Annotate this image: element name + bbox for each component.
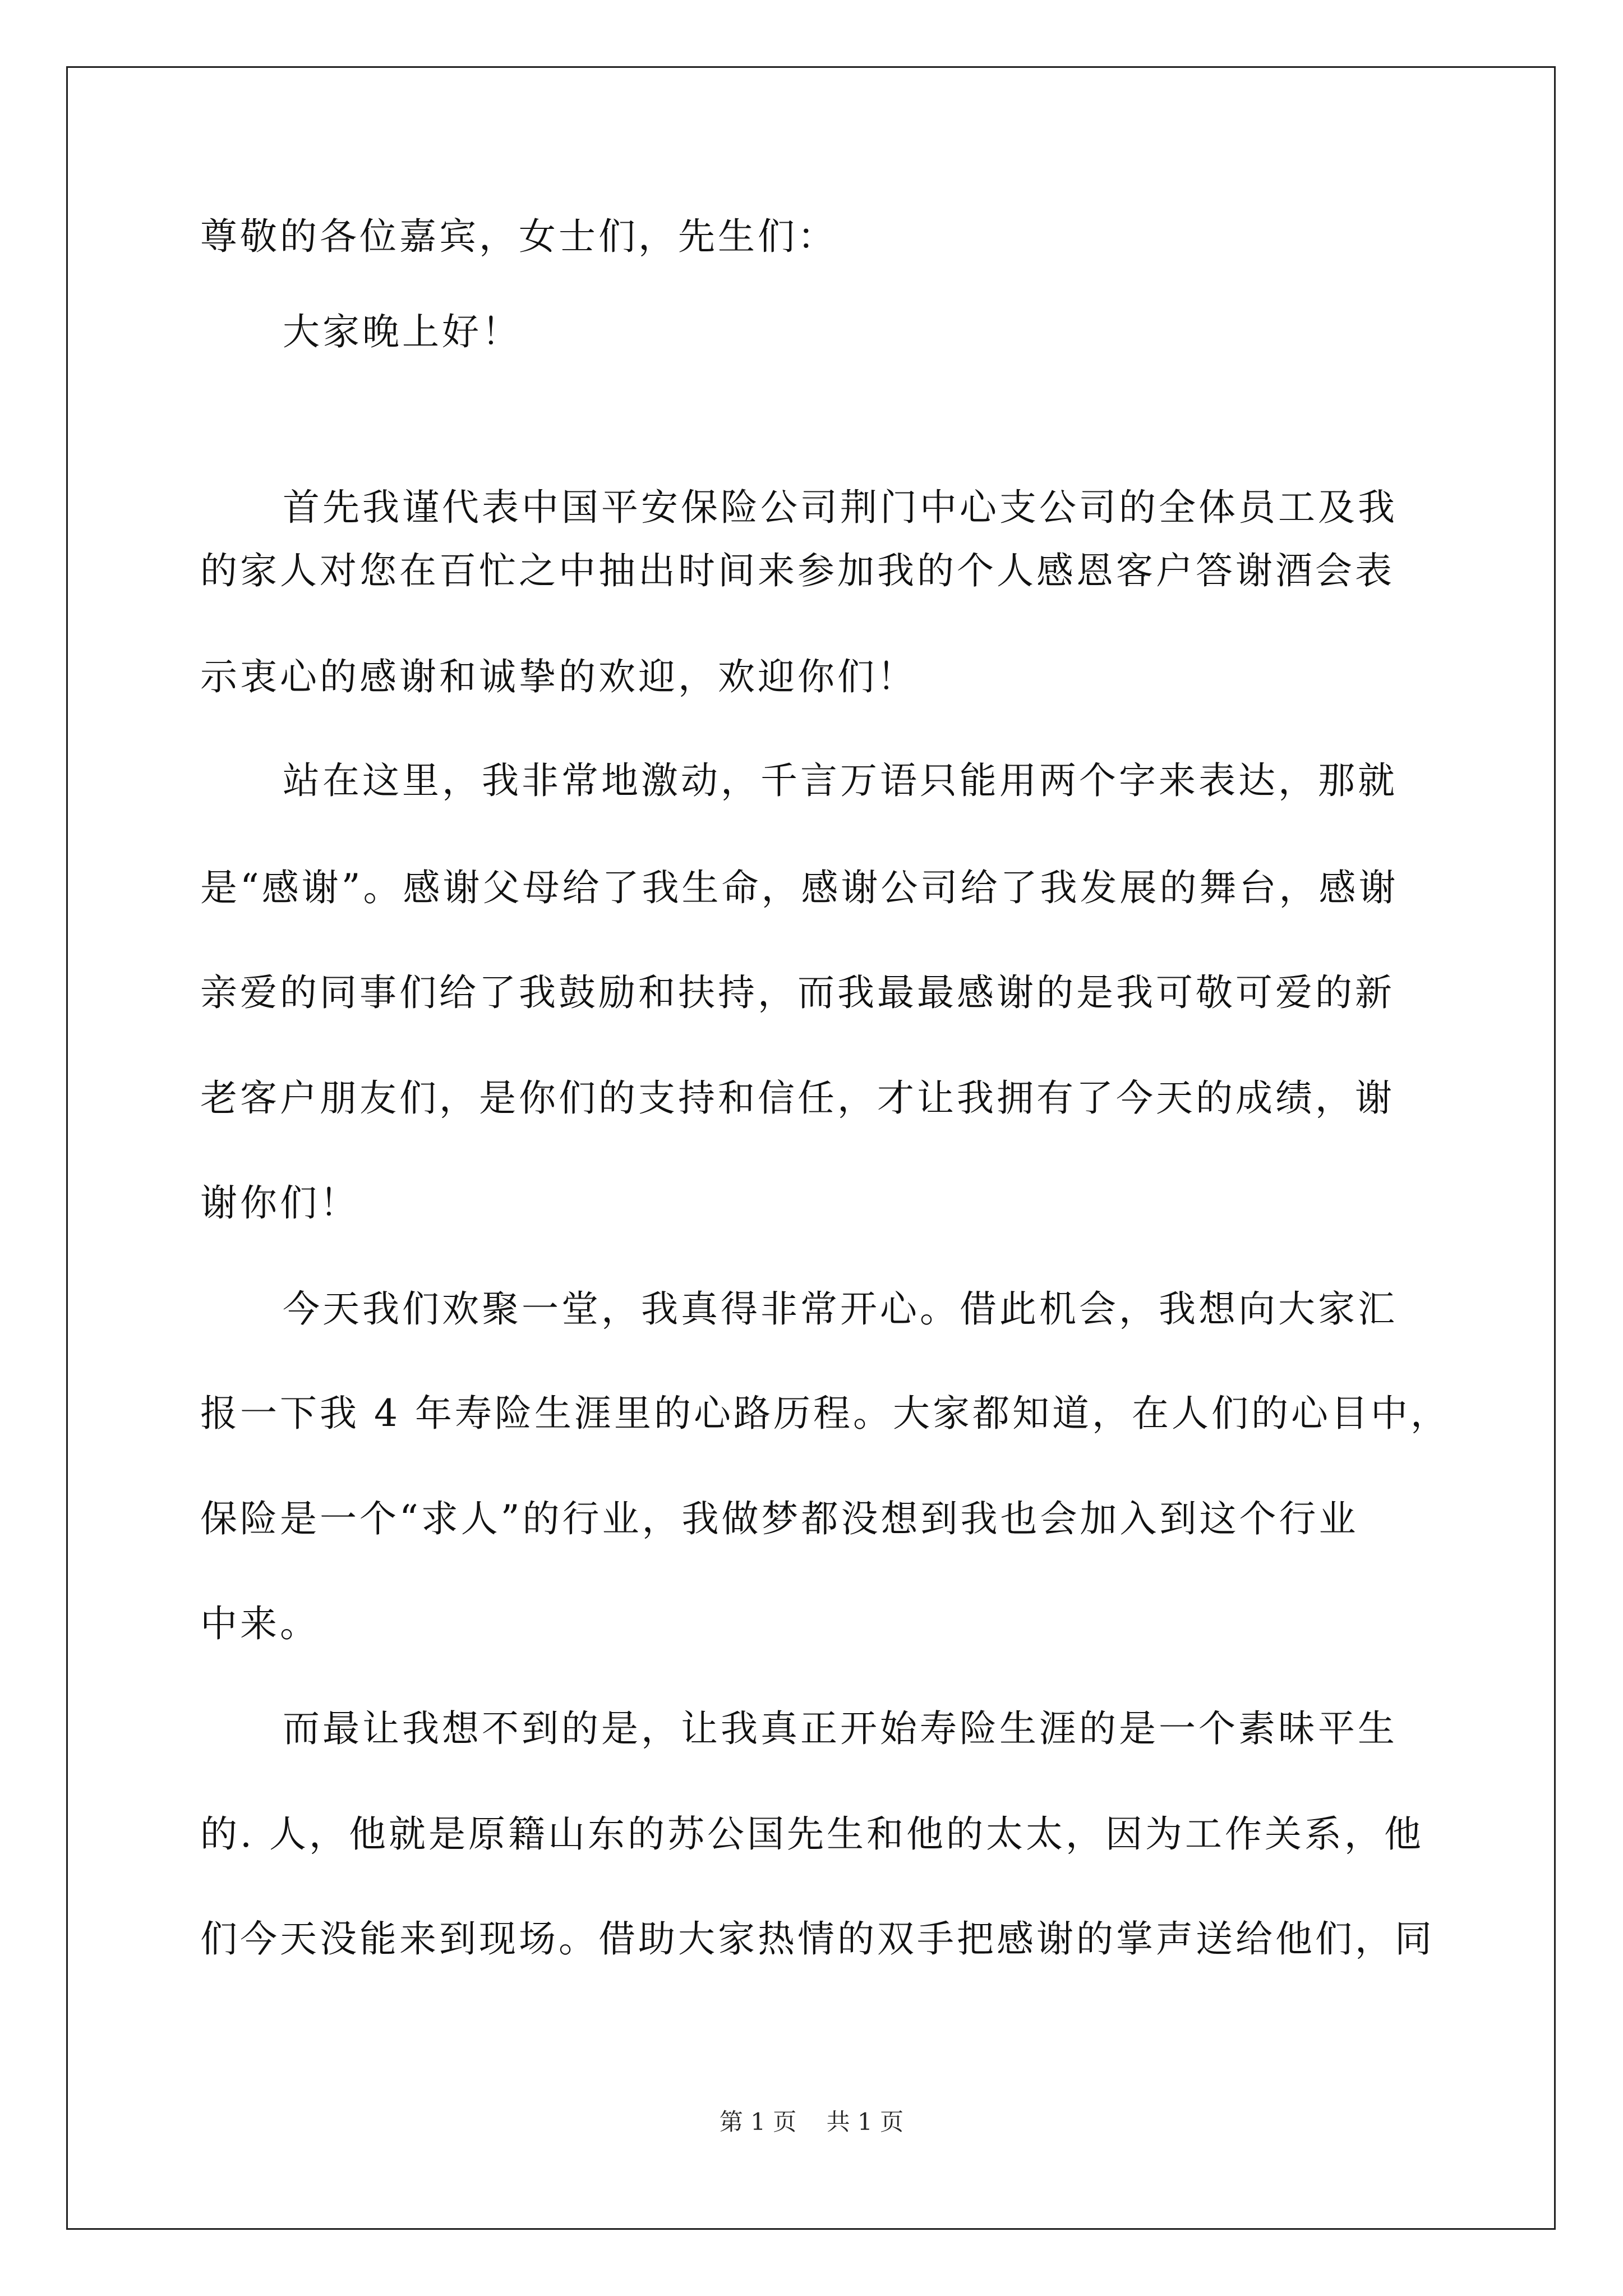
paragraph-line: 谢你们！ (200, 1181, 359, 1225)
paragraph-line: 而最让我想不到的是，让我真正开始寿险生涯的是一个素昧平生 (283, 1707, 1398, 1750)
paragraph-line: 中来。 (200, 1602, 320, 1645)
greeting-line: 尊敬的各位嘉宾，女士们，先生们： (200, 215, 837, 258)
paragraph-line: 的家人对您在百忙之中抽出时间来参加我的个人感恩客户答谢酒会表 (200, 549, 1395, 592)
paragraph-line: 今天我们欢聚一堂，我真得非常开心。借此机会，我想向大家汇 (283, 1287, 1398, 1331)
paragraph-line: 亲爱的同事们给了我鼓励和扶持，而我最最感谢的是我可敬可爱的新 (200, 971, 1395, 1014)
paragraph-line: 站在这里，我非常地激动，千言万语只能用两个字来表达，那就 (283, 759, 1398, 802)
page-border (66, 66, 1556, 2230)
paragraph-line: 们今天没能来到现场。借助大家热情的双手把感谢的掌声送给他们，同 (200, 1917, 1435, 1961)
paragraph-line: 示衷心的感谢和诚挚的欢迎，欢迎你们！ (200, 655, 917, 698)
paragraph-line: 的. 人，他就是原籍山东的苏公国先生和他的太太，因为工作关系，他 (200, 1812, 1424, 1856)
paragraph-line: 保险是一个“求人”的行业，我做梦都没想到我也会加入到这个行业 (200, 1497, 1359, 1540)
paragraph-line: 是“感谢”。感谢父母给了我生命，感谢公司给了我发展的舞台，感谢 (200, 866, 1399, 909)
paragraph-line: 报一下我 4 年寿险生涯里的心路历程。大家都知道，在人们的心目中， (200, 1392, 1450, 1435)
page-total: 共 1 页 (826, 2108, 904, 2136)
page-footer (0, 2108, 1623, 2136)
text-line: 大家晚上好！ (283, 310, 522, 353)
paragraph-line: 老客户朋友们，是你们的支持和信任，才让我拥有了今天的成绩，谢 (200, 1076, 1395, 1120)
page-number: 第 1 页 (719, 2108, 797, 2136)
paragraph-line: 首先我谨代表中国平安保险公司荆门中心支公司的全体员工及我 (283, 486, 1398, 529)
